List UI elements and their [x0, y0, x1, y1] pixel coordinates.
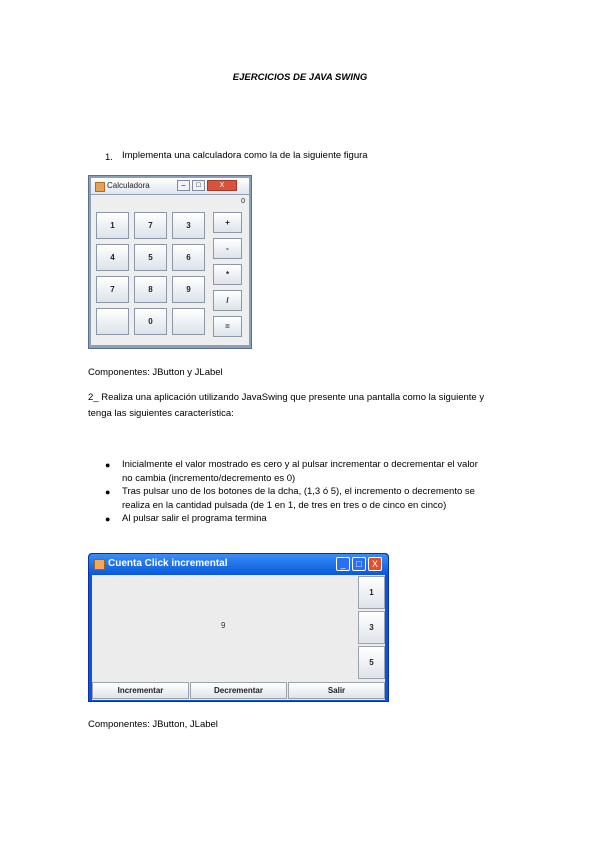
- counter-window: [88, 553, 389, 702]
- decrementar-button[interactable]: Decrementar: [190, 682, 287, 699]
- maximize-icon[interactable]: □: [192, 180, 205, 191]
- document-title: EJERCICIOS DE JAVA SWING: [232, 72, 368, 83]
- digit-button[interactable]: 1: [96, 212, 129, 239]
- exercise-1-components: Componentes: JButton y JLabel: [88, 367, 223, 378]
- operator-divide-button[interactable]: /: [213, 290, 242, 311]
- exercise-2-intro-line2: tenga las siguientes característica:: [88, 408, 234, 419]
- exercise-1-text: Implementa una calculadora como la de la siguiente figura: [122, 150, 368, 161]
- exercise-2-intro-line1: 2_ Realiza una aplicación utilizando JavaSwing que presente una pantalla como la siguiente y: [88, 392, 485, 403]
- close-icon[interactable]: X: [368, 557, 382, 571]
- digit-button[interactable]: 8: [134, 276, 167, 303]
- maximize-icon[interactable]: □: [352, 557, 366, 571]
- digit-button[interactable]: 7: [96, 276, 129, 303]
- digit-button[interactable]: 3: [172, 212, 205, 239]
- bullet-1-line2: no cambia (incremento/decremento es 0): [122, 473, 296, 484]
- calculator-window: [88, 175, 252, 349]
- digit-button[interactable]: 5: [134, 244, 167, 271]
- calculator-display: 0: [241, 198, 245, 205]
- blank-button[interactable]: [172, 308, 205, 335]
- java-app-icon: [95, 182, 105, 192]
- digit-button[interactable]: 9: [172, 276, 205, 303]
- digit-button[interactable]: 4: [96, 244, 129, 271]
- bullet-2-line2: realiza en la cantidad pulsada (de 1 en 1, de tres en tres o de cinco en cinco): [122, 500, 447, 511]
- digit-button[interactable]: 7: [134, 212, 167, 239]
- exercise-1-number: 1.: [105, 152, 113, 163]
- incrementar-button[interactable]: Incrementar: [92, 682, 189, 699]
- counter-title-bar: [89, 554, 388, 574]
- operator-minus-button[interactable]: -: [213, 238, 242, 259]
- blank-button[interactable]: [96, 308, 129, 335]
- minimize-icon[interactable]: –: [177, 180, 190, 191]
- calculator-body: [91, 195, 249, 345]
- exercise-2-components: Componentes: JButton, JLabel: [88, 719, 218, 730]
- salir-button[interactable]: Salir: [288, 682, 385, 699]
- java-app-icon: [94, 559, 105, 570]
- bullet-2-line1: Tras pulsar uno de los botones de la dcha, (1,3 ó 5), el incremento o decremento se: [122, 486, 475, 497]
- bullet-icon: ●: [105, 460, 111, 470]
- calculator-title: Calculadora: [107, 181, 150, 190]
- bullet-1-line1: Inicialmente el valor mostrado es cero y al pulsar incrementar o decrementar el valor: [122, 459, 478, 470]
- bullet-icon: ●: [105, 487, 111, 497]
- digit-button[interactable]: 6: [172, 244, 205, 271]
- bullet-icon: ●: [105, 514, 111, 524]
- step-3-button[interactable]: 3: [358, 611, 385, 644]
- digit-button[interactable]: 0: [134, 308, 167, 335]
- calculator-title-bar: [91, 178, 249, 194]
- operator-multiply-button[interactable]: *: [213, 264, 242, 285]
- operator-equals-button[interactable]: =: [213, 316, 242, 337]
- counter-title: Cuenta Click incremental: [108, 558, 228, 569]
- operator-plus-button[interactable]: +: [213, 212, 242, 233]
- step-1-button[interactable]: 1: [358, 576, 385, 609]
- close-icon[interactable]: X: [207, 180, 237, 191]
- step-5-button[interactable]: 5: [358, 646, 385, 679]
- bullet-3-line1: Al pulsar salir el programa termina: [122, 513, 267, 524]
- minimize-icon[interactable]: _: [336, 557, 350, 571]
- counter-body: [92, 575, 385, 700]
- counter-value-label: 9: [221, 621, 226, 630]
